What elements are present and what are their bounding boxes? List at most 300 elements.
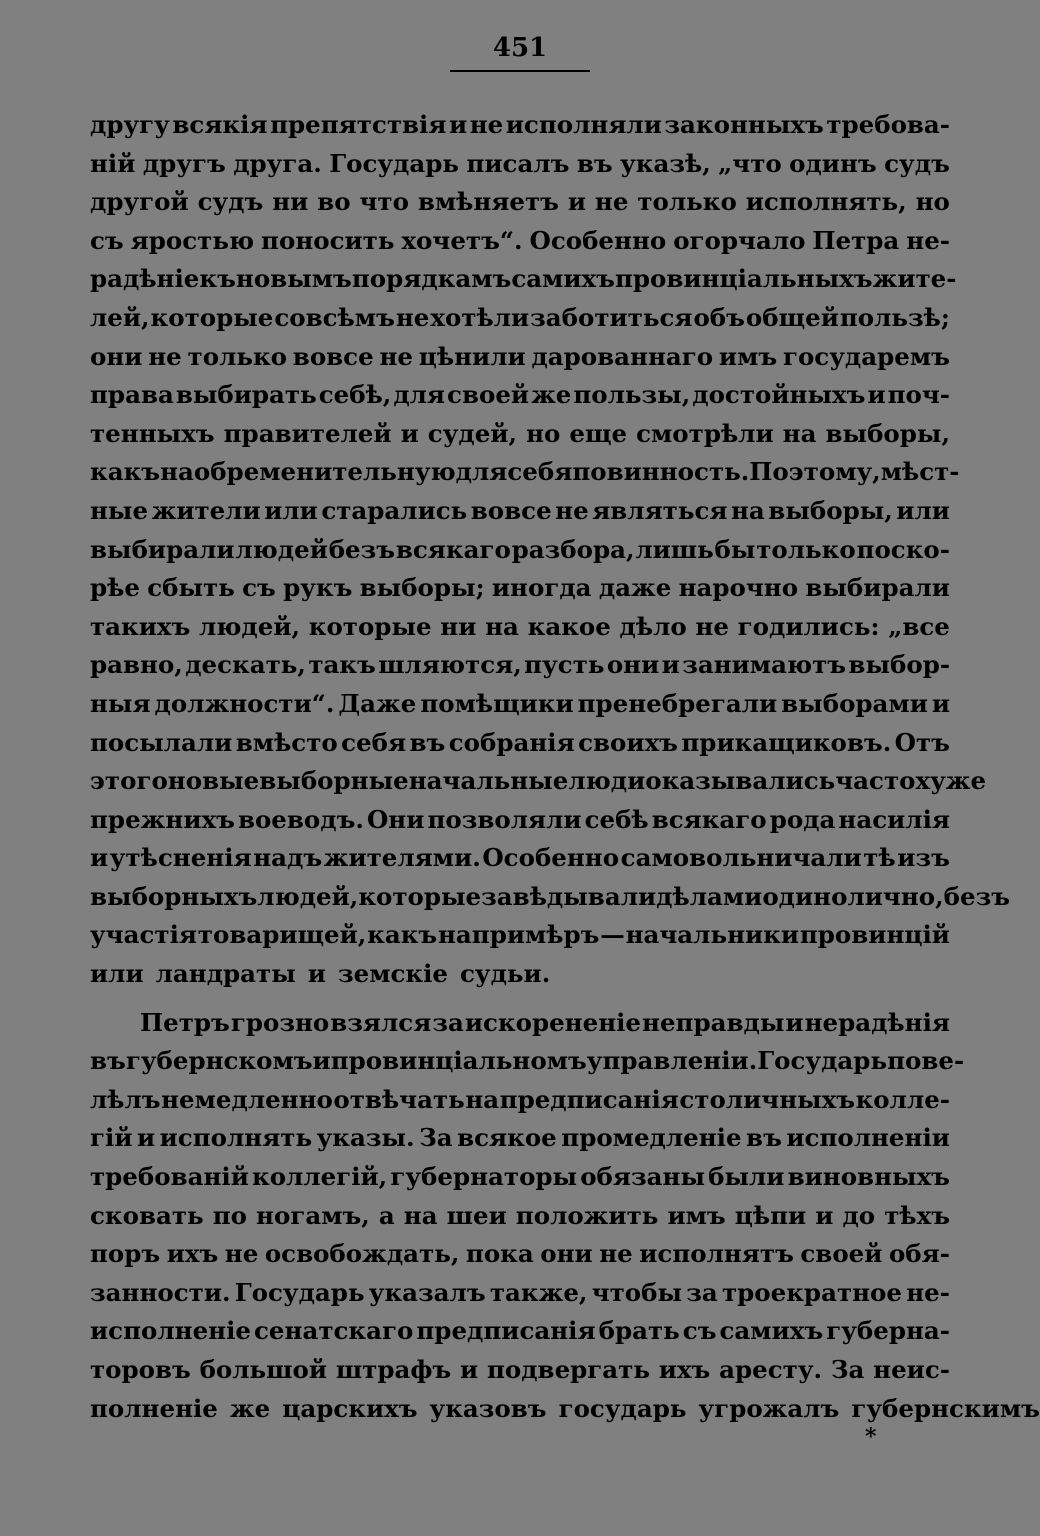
word: права <box>90 380 174 410</box>
word: за <box>686 1277 718 1307</box>
text-line <box>90 608 950 647</box>
word: которые <box>358 881 482 911</box>
word: дѣлами <box>656 881 763 911</box>
word: во <box>317 187 351 217</box>
word: и <box>815 1200 834 1230</box>
word: выборы, <box>768 495 893 525</box>
word: же <box>229 1393 271 1423</box>
word: на <box>160 457 194 487</box>
text-line <box>90 453 960 492</box>
word: положить <box>515 1200 659 1230</box>
word: людей <box>235 534 328 564</box>
word: управленіи. <box>586 1046 758 1076</box>
text-line <box>90 1119 950 1158</box>
word: посылали <box>90 727 233 757</box>
word: разбора, <box>511 534 635 564</box>
word: — <box>600 920 625 950</box>
word: не <box>224 1239 259 1269</box>
word: и <box>449 110 468 139</box>
word: чтобы <box>591 1277 683 1307</box>
word: предписанія <box>499 1084 679 1114</box>
word: огорчало <box>673 225 806 255</box>
word: этого <box>90 766 168 796</box>
word: дарованнаго <box>531 341 714 371</box>
text-line <box>90 1197 950 1236</box>
word: другъ <box>142 148 226 178</box>
word: государемъ <box>782 341 950 371</box>
word: а <box>378 1200 395 1230</box>
text-line <box>90 724 950 763</box>
word: указѣ, <box>620 148 711 178</box>
word: ихъ <box>658 1355 711 1384</box>
word: людей, <box>199 611 301 641</box>
word: гій <box>90 1123 133 1153</box>
word: освобождать, <box>264 1239 460 1269</box>
word: поч- <box>887 380 950 410</box>
word: аресту. <box>719 1355 823 1384</box>
word: съ <box>682 1316 717 1346</box>
word: только <box>756 534 856 564</box>
word: препятствія <box>270 110 447 139</box>
word: и <box>867 380 886 410</box>
word: отвѣчать <box>333 1084 465 1114</box>
word: выборные <box>259 766 409 796</box>
word: поносить <box>261 225 395 255</box>
word: повинность. <box>572 457 750 487</box>
word: исполняли <box>505 110 662 139</box>
word: новые <box>167 766 260 796</box>
word: выборныхъ <box>90 881 258 911</box>
word: на <box>465 1084 500 1114</box>
word: жите- <box>872 264 957 294</box>
word: даже <box>598 573 672 603</box>
word: вовсе <box>292 341 374 371</box>
footer-mark: * <box>865 1424 877 1450</box>
word: на <box>485 611 519 641</box>
word: и <box>785 1007 804 1037</box>
word: всякія <box>172 110 268 139</box>
word: Особенно <box>482 843 620 873</box>
text-line <box>90 299 950 338</box>
word: и <box>661 650 680 680</box>
word: вмѣсто <box>235 727 338 757</box>
word: себя <box>507 457 573 487</box>
word: требованій <box>90 1162 249 1192</box>
word: достойныхъ <box>692 380 866 410</box>
word: для <box>455 457 508 487</box>
word: лей, <box>90 302 150 332</box>
word: порядкамъ <box>351 264 512 294</box>
word: указовъ <box>429 1393 547 1423</box>
word: сенатскаго <box>254 1316 414 1346</box>
word: или <box>90 959 144 989</box>
text-line <box>90 801 950 840</box>
word: смотрѣли <box>636 418 774 448</box>
word: коллегій, <box>252 1162 388 1192</box>
word: жители <box>151 495 261 525</box>
word: людей, <box>257 881 359 911</box>
word: Государь <box>234 1277 365 1307</box>
word: общей <box>745 302 839 332</box>
word: что <box>359 187 409 217</box>
text-line <box>90 415 950 454</box>
text-line <box>90 145 950 184</box>
word: старались <box>321 495 468 525</box>
word: себѣ, <box>318 380 392 410</box>
word: исполнятъ <box>639 1239 794 1269</box>
word: и <box>460 1355 479 1384</box>
word: хуже <box>915 766 987 796</box>
word: позволяли <box>427 804 582 834</box>
word: неправды <box>642 1007 785 1037</box>
word: царскихъ <box>282 1393 418 1423</box>
word: не <box>594 187 629 217</box>
word: судей, <box>427 418 518 448</box>
word: выборами <box>781 688 928 718</box>
word: на <box>731 495 765 525</box>
word: искорененіе <box>464 1007 642 1037</box>
word: жителями. <box>323 843 481 873</box>
text-line <box>90 1312 950 1351</box>
page-number: 451 <box>450 30 590 72</box>
text-line <box>90 338 950 377</box>
word: имъ <box>718 341 778 371</box>
word: правителей <box>223 418 392 448</box>
text-line <box>90 1158 950 1197</box>
paragraph <box>90 106 1010 994</box>
word: бы <box>714 534 756 564</box>
word: должности“. <box>154 688 335 718</box>
word: нерадѣнія <box>804 1007 950 1037</box>
word: друга. <box>233 148 322 178</box>
text-line <box>90 222 950 261</box>
word: прикащиковъ. <box>681 727 892 757</box>
word: люди <box>568 766 646 796</box>
text-line <box>90 1042 965 1081</box>
word: вмѣняетъ <box>417 187 559 217</box>
word: брать <box>598 1316 680 1346</box>
word: Они <box>366 804 425 834</box>
word: ни <box>272 187 309 217</box>
word: губернскомъ <box>125 1046 313 1076</box>
word: и <box>90 843 109 873</box>
word: въ <box>90 1046 126 1076</box>
word: завѣдывали <box>481 881 657 911</box>
word: „все <box>888 611 950 641</box>
word: писалъ <box>466 148 570 178</box>
word: изъ <box>897 843 950 873</box>
word: ни <box>440 611 477 641</box>
word: всякое <box>457 1123 557 1153</box>
word: въ <box>409 727 446 757</box>
word: утѣсненія <box>109 843 252 873</box>
word: дескать, <box>185 650 306 680</box>
word: своихъ <box>578 727 678 757</box>
word: исполненіи <box>786 1123 950 1153</box>
word: начальники <box>625 920 800 950</box>
word: не <box>555 495 589 525</box>
word: собранія <box>448 727 575 757</box>
word: грозно <box>230 1007 330 1037</box>
word: не <box>148 341 182 371</box>
word: и <box>400 418 419 448</box>
word: для <box>393 380 446 410</box>
word: ландраты <box>155 959 296 989</box>
word: губернскимъ <box>851 1393 1040 1423</box>
word: Петра <box>812 225 900 255</box>
word: торовъ <box>90 1355 191 1384</box>
word: указалъ <box>368 1277 486 1307</box>
text-line <box>90 260 957 299</box>
word: и <box>567 187 587 217</box>
text-line <box>90 916 950 955</box>
word: иногда <box>491 573 592 603</box>
word: судъ <box>884 148 950 178</box>
word: не <box>599 1239 633 1269</box>
word: За <box>419 1123 453 1153</box>
word: заботиться <box>530 302 693 332</box>
word: не- <box>906 225 950 255</box>
word: объ <box>693 302 745 332</box>
word: такихъ <box>90 611 191 641</box>
word: взялся <box>330 1007 432 1037</box>
word: самовольничали <box>620 843 862 873</box>
word: „что <box>718 148 782 178</box>
word: одинолично, <box>762 881 944 911</box>
word: обязаны <box>580 1162 706 1192</box>
word: въ <box>746 1123 782 1153</box>
word: штрафъ <box>335 1355 452 1384</box>
word: напримѣръ <box>437 920 600 950</box>
word: равно, <box>90 650 183 680</box>
word: тенныхъ <box>90 418 215 448</box>
word: новымъ <box>235 264 352 294</box>
word: совсѣмъ <box>274 302 395 332</box>
word: съ <box>90 225 124 255</box>
word: не- <box>906 1277 950 1307</box>
word: вовсе <box>470 495 552 525</box>
word: оказывались <box>645 766 836 796</box>
word: законныхъ <box>664 110 824 139</box>
word: какъ <box>90 457 161 487</box>
word: пренебрегали <box>577 688 778 718</box>
word: дѣло <box>619 611 687 641</box>
paragraph-gap <box>90 994 950 1004</box>
word: полненіе <box>90 1393 218 1423</box>
word: начальные <box>408 766 569 796</box>
word: промедленіе <box>561 1123 742 1153</box>
word: выборы, <box>825 418 950 448</box>
word: За <box>830 1355 865 1384</box>
word: требова- <box>826 110 950 139</box>
word: Государь <box>757 1046 888 1076</box>
word: которые <box>150 302 274 332</box>
word: ные <box>90 495 149 525</box>
word: троекратное <box>722 1277 902 1307</box>
word: но <box>915 187 950 217</box>
word: безъ <box>328 534 396 564</box>
word: ихъ <box>166 1239 219 1269</box>
word: Петръ <box>140 1007 230 1037</box>
word: они <box>606 650 660 680</box>
word: неис- <box>873 1355 950 1384</box>
word: къ <box>199 264 236 294</box>
word: хотѣли <box>430 302 530 332</box>
word: себя <box>341 727 407 757</box>
word: мѣст- <box>880 457 960 487</box>
word: участія <box>90 920 197 950</box>
word: предписанія <box>416 1316 596 1346</box>
word: губерна- <box>826 1316 950 1346</box>
word: судъ <box>197 187 264 217</box>
word: колле- <box>855 1084 950 1114</box>
word: выбор- <box>848 650 950 680</box>
text-line <box>90 183 950 222</box>
word: годились: <box>737 611 880 641</box>
text-line <box>90 376 950 415</box>
word: тѣхъ <box>884 1200 950 1230</box>
word: лишь <box>635 534 714 564</box>
word: не <box>469 110 504 139</box>
word: немедленно <box>161 1084 333 1114</box>
word: угрожалъ <box>698 1393 840 1423</box>
paragraph <box>90 1004 1040 1429</box>
word: или <box>264 495 318 525</box>
word: цѣпи <box>734 1200 807 1230</box>
text-line <box>90 1351 950 1390</box>
word: цѣнили <box>418 341 526 371</box>
word: тѣ <box>863 843 896 873</box>
word: Поэтому, <box>749 457 881 487</box>
word: какъ <box>367 920 438 950</box>
word: или <box>896 495 950 525</box>
word: занности. <box>90 1277 231 1307</box>
word: до <box>842 1200 876 1230</box>
word: такъ <box>308 650 376 680</box>
word: губернаторы <box>390 1162 578 1192</box>
word: на <box>782 418 817 448</box>
word: не <box>395 302 430 332</box>
word: съ <box>242 573 276 603</box>
word: ногамъ, <box>256 1200 370 1230</box>
word: одинъ <box>789 148 877 178</box>
word: являться <box>592 495 728 525</box>
word: сковать <box>90 1200 204 1230</box>
word: обременительную <box>193 457 456 487</box>
word: обя- <box>888 1239 950 1269</box>
word: какое <box>527 611 611 641</box>
text-line <box>90 492 950 531</box>
word: указы. <box>316 1123 415 1153</box>
word: яростью <box>130 225 255 255</box>
word: шляются, <box>378 650 522 680</box>
word: выбирали <box>805 573 950 603</box>
word: всякаго <box>395 534 511 564</box>
word: провинціальныхъ <box>614 264 873 294</box>
word: Отъ <box>894 727 950 757</box>
word: насилія <box>838 804 950 834</box>
word: самихъ <box>719 1316 824 1346</box>
word: рода <box>769 804 836 834</box>
word: хочетъ“. <box>401 225 523 255</box>
word: по <box>212 1200 247 1230</box>
word: всякаго <box>651 804 767 834</box>
word: и <box>136 1123 156 1153</box>
word: которые <box>308 611 432 641</box>
word: ній <box>90 148 136 178</box>
word: провинцій <box>799 920 950 950</box>
word: часто <box>835 766 916 796</box>
word: пока <box>465 1239 534 1269</box>
word: воеводъ. <box>237 804 364 834</box>
word: только <box>637 187 737 217</box>
text-line <box>90 569 950 608</box>
word: они <box>540 1239 593 1269</box>
text-line <box>90 839 950 878</box>
text-line <box>90 955 950 994</box>
word: и <box>307 959 326 989</box>
word: рѣе <box>90 573 140 603</box>
word: себѣ <box>584 804 649 834</box>
word: сбыть <box>147 573 235 603</box>
word: за <box>432 1007 464 1037</box>
word: товарищей, <box>197 920 367 950</box>
word: исполнять, <box>745 187 907 217</box>
text-line <box>90 1081 950 1120</box>
text-line <box>90 646 950 685</box>
word: они <box>90 341 143 371</box>
text-line <box>90 685 950 724</box>
word: прежнихъ <box>90 804 235 834</box>
word: Государь <box>329 148 460 178</box>
text-line <box>90 531 950 570</box>
word: не <box>379 341 414 371</box>
word: другой <box>90 187 189 217</box>
word: Даже <box>338 688 417 718</box>
word: занимаютъ <box>682 650 847 680</box>
word: только <box>187 341 288 371</box>
word: своей <box>800 1239 883 1269</box>
text-line <box>90 106 950 145</box>
word: виновныхъ <box>787 1162 950 1192</box>
word: рукъ <box>283 573 353 603</box>
word: пове- <box>887 1046 965 1076</box>
word: не <box>695 611 729 641</box>
body-text <box>90 106 1040 1428</box>
word: нарочно <box>678 573 799 603</box>
word: безъ <box>943 881 1010 911</box>
word: своей <box>447 380 530 410</box>
word: также, <box>489 1277 588 1307</box>
word: поско- <box>856 534 950 564</box>
word: подвергать <box>486 1355 650 1384</box>
word: лѣлъ <box>90 1084 161 1114</box>
word: пользы, <box>573 380 691 410</box>
word: судьи. <box>459 959 551 989</box>
word: шеи <box>446 1200 507 1230</box>
word: пользѣ; <box>839 302 950 332</box>
word: пусть <box>524 650 605 680</box>
word: же <box>531 380 572 410</box>
word: Особенно <box>529 225 667 255</box>
word: еще <box>569 418 628 448</box>
text-line <box>90 878 1010 917</box>
word: исполненіе <box>90 1316 251 1346</box>
word: ныя <box>90 688 151 718</box>
word: и <box>312 1046 331 1076</box>
text-line <box>90 1004 950 1043</box>
word: самихъ <box>511 264 615 294</box>
